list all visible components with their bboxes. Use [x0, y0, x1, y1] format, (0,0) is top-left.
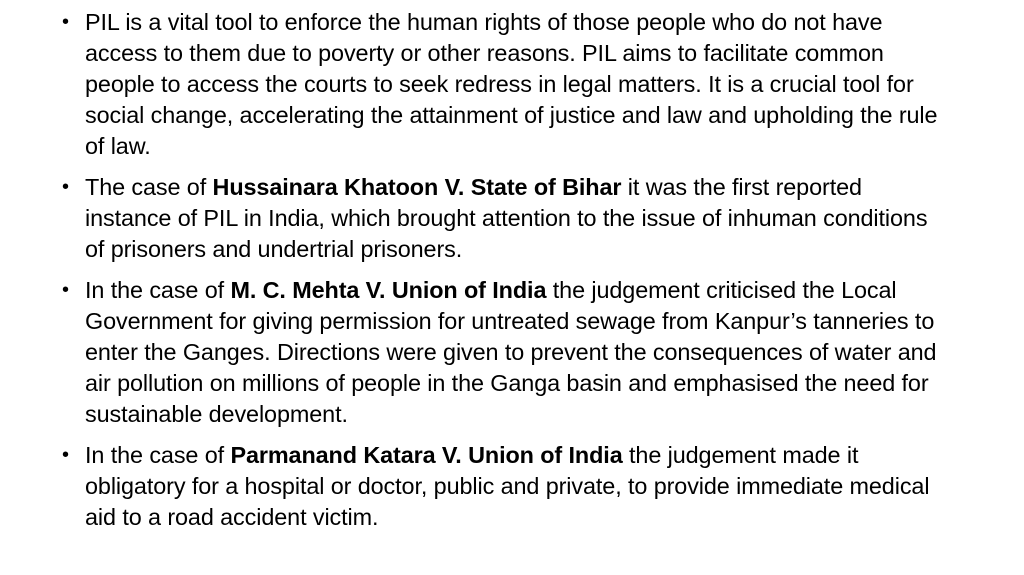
- bullet-text: [85, 277, 936, 427]
- bullet-text-after: the judgement made it obligatory for a hospital or doctor, public and private, to provide immediate medical aid to a road accident victim.: [85, 442, 930, 530]
- bullet-text-after: it was the first reported instance of PIL in India, which brought attention to the issue of inhuman conditions of prisoners and undertrial prisoners.: [85, 174, 928, 262]
- bullet-marker: •: [62, 279, 69, 301]
- bullet-item-hussainara-khatoon: [62, 172, 942, 265]
- bullet-text: [85, 174, 927, 262]
- case-name: M. C. Mehta V. Union of India: [230, 277, 547, 303]
- bullet-text: [85, 442, 929, 530]
- bullet-text-before: In the case of: [85, 442, 231, 468]
- case-name: Hussainara Khatoon V. State of Bihar: [212, 174, 622, 200]
- bullet-text-before: In the case of: [85, 277, 231, 303]
- bullet-marker: •: [62, 444, 69, 466]
- case-name: Parmanand Katara V. Union of India: [230, 442, 623, 468]
- bullet-item-pil-definition: [62, 7, 942, 162]
- bullet-item-mc-mehta: [62, 275, 942, 430]
- bullet-text-before: PIL is a vital tool to enforce the human rights of those people who do not have access to them due to poverty or other reasons. PIL aims to facilitate common people to access the courts to seek redress in legal matters. It is a crucial tool for social change, accelerating the attainment of justice and law and upholding the rule of law.: [85, 9, 938, 159]
- bullet-marker: •: [62, 11, 69, 33]
- bullet-text-before: The case of: [85, 174, 213, 200]
- bullet-text: [85, 9, 937, 159]
- bullet-marker: •: [62, 176, 69, 198]
- bullet-text-after: the judgement criticised the Local Government for giving permission for untreated sewage from Kanpur’s tanneries to enter the Ganges. Directions were given to prevent the consequences of water and air pollution on millions of people in the Ganga basin and emphasised the need for sustainable development.: [85, 277, 937, 427]
- bullet-item-parmanand-katara: [62, 440, 942, 533]
- bullet-list: [62, 7, 942, 543]
